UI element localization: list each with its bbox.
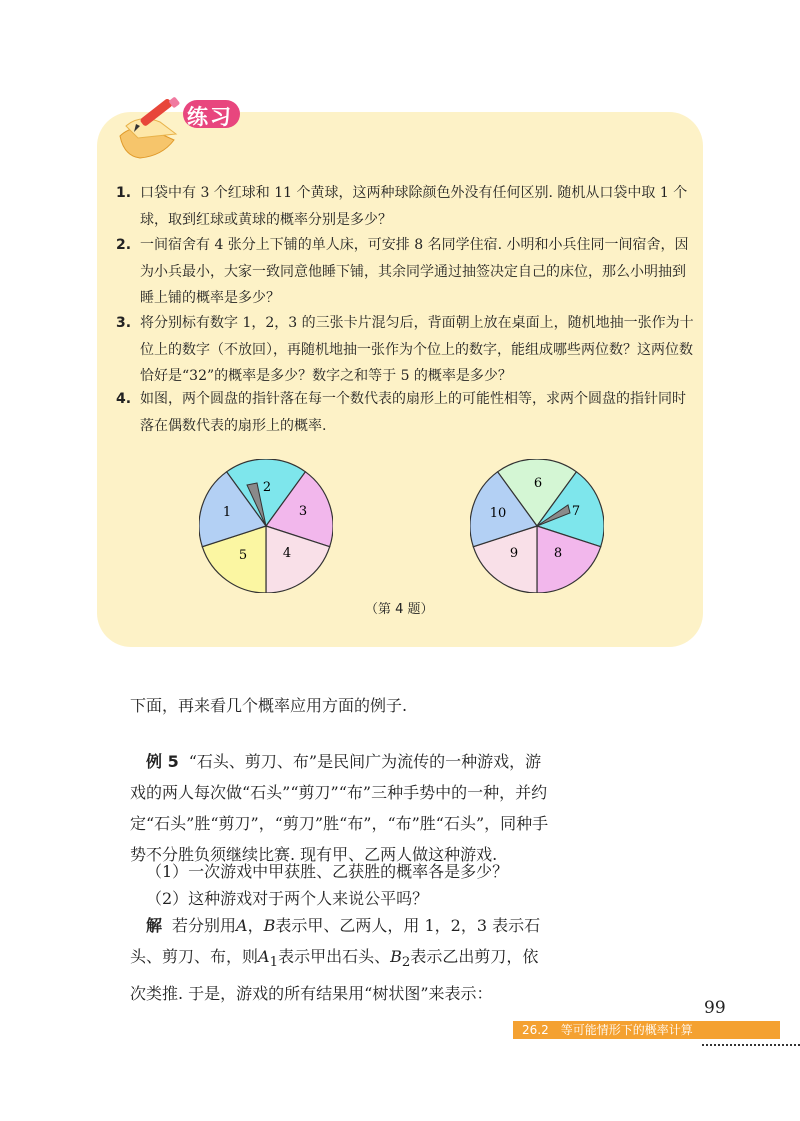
spinner1-label: 1 <box>222 505 232 520</box>
problem-text: 口袋中有 3 个红球和 11 个黄球，这两种球除颜色外没有任何区别. 随机从口袋中取 1 个球，取到红球或黄球的概率分别是多少？ <box>140 185 688 228</box>
page-number: 99 <box>704 998 726 1018</box>
solution-text: 表示乙出剪刀，依次类推. 于是，游戏的所有结果用“树状图”来表示： <box>130 947 539 1004</box>
spinner2-label: 10 <box>489 506 507 521</box>
intro-paragraph: 下面，再来看几个概率应用方面的例子. <box>130 696 408 715</box>
problem-number: 3. <box>116 315 132 331</box>
spinner2-label: 9 <box>509 546 519 561</box>
var-A1: A <box>258 947 270 966</box>
problem-3 <box>116 310 696 390</box>
example-text: “石头、剪刀、布”是民间广为流传的一种游戏，游戏的两人每次做“石头”“剪刀”“布”三种手势中的一种，并约定“石头”胜“剪刀”，“剪刀”胜“布”，“布”胜“石头”，同种手势不分胜负须继续比赛. 现有甲、乙两人做这种游戏. <box>130 752 549 864</box>
example-label: 例 5 <box>146 752 179 771</box>
spinner2-label: 8 <box>553 546 563 561</box>
spinner1-label: 5 <box>238 548 248 563</box>
spinner1-label: 2 <box>262 480 272 495</box>
solution-text: 若分别用 <box>172 916 237 935</box>
spinner-disc-2 <box>470 459 604 593</box>
var-B2-sub: 2 <box>401 955 411 971</box>
solution-paragraph <box>130 910 550 1009</box>
spinner1-label: 3 <box>298 504 308 519</box>
var-A1-sub: 1 <box>269 955 279 971</box>
exercise-title: 练习 <box>187 105 233 129</box>
solution-text: ， <box>247 916 264 935</box>
spinner-disc-1 <box>199 459 333 593</box>
problem-number: 1. <box>116 185 132 201</box>
spinner2-label: 7 <box>571 504 581 519</box>
question-1: （1）一次游戏中甲获胜、乙获胜的概率各是多少？ <box>146 862 509 881</box>
problem-4 <box>116 386 696 439</box>
problem-number: 2. <box>116 237 132 253</box>
problem-text: 一间宿舍有 4 张分上下铺的单人床，可安排 8 名同学住宿. 小明和小兵住同一间宿舍，因为小兵最小，大家一致同意他睡下铺，其余同学通过抽签决定自己的床位，那么小明抽到睡上铺的概率是多少？ <box>140 237 689 306</box>
spinner2-label: 6 <box>533 476 543 491</box>
problem-2 <box>116 232 696 312</box>
problem-1 <box>116 180 696 233</box>
var-A: A <box>236 916 248 935</box>
question-2: （2）这种游戏对于两个人来说公平吗？ <box>146 889 429 908</box>
section-title: 26.2 等可能情形下的概率计算 <box>522 1023 693 1037</box>
problem-number: 4. <box>116 391 132 407</box>
spinner1-label: 4 <box>282 546 292 561</box>
solution-label: 解 <box>146 916 163 935</box>
figure-caption: （第 4 题） <box>365 602 434 617</box>
var-B2: B <box>390 947 402 966</box>
solution-text: 表示甲、乙两人，用 1，2，3 表示石头、剪刀、布，则 <box>130 916 541 966</box>
problem-text: 将分别标有数字 1，2，3 的三张卡片混匀后，背面朝上放在桌面上，随机地抽一张作为十位上的数字（不放回），再随机地抽一张作为个位上的数字，能组成哪些两位数？这两位数恰好是“32”的概率是多少？数字之和等于 5 的概率是多少？ <box>140 315 694 384</box>
example-5-paragraph <box>130 746 550 870</box>
problem-text: 如图，两个圆盘的指针落在每一个数代表的扇形上的可能性相等，求两个圆盘的指针同时落在偶数代表的扇形上的概率. <box>140 391 686 434</box>
solution-text: 表示甲出石头、 <box>278 947 391 966</box>
var-B: B <box>263 916 276 935</box>
footer-dotted-rule <box>702 1044 800 1046</box>
